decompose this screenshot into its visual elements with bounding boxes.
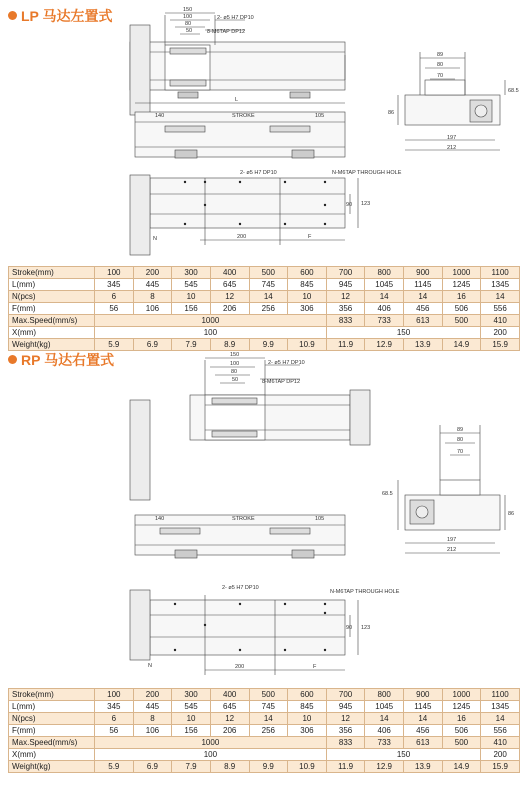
- table-cell: 256: [249, 725, 288, 737]
- lp-dim-150: 150: [183, 7, 193, 13]
- table-cell: 700: [326, 267, 365, 279]
- table-cell: 11.9: [326, 339, 365, 351]
- rp-dim-150: 150: [230, 352, 240, 358]
- table-cell: 733: [365, 737, 404, 749]
- table-cell: 14: [404, 291, 443, 303]
- table-cell: 445: [133, 279, 172, 291]
- table-cell: 14: [249, 291, 288, 303]
- row-label: F(mm): [9, 725, 95, 737]
- table-cell: 833: [326, 315, 365, 327]
- table-cell: 833: [326, 737, 365, 749]
- table-cell: 406: [365, 303, 404, 315]
- table-cell: 100: [95, 327, 327, 339]
- section-title-lp: LP 马达左置式: [8, 6, 113, 26]
- lp-dim-89: 89: [437, 52, 444, 58]
- table-cell: 6.9: [133, 339, 172, 351]
- rp-dim-123: 123: [361, 625, 371, 631]
- table-cell: 200: [133, 267, 172, 279]
- lp-dim-70: 70: [437, 73, 444, 79]
- table-row: [9, 291, 520, 303]
- table-cell: 406: [365, 725, 404, 737]
- table-cell: 456: [404, 725, 443, 737]
- rp-dim-100: 100: [230, 361, 240, 367]
- lp-bottom-body: [150, 178, 345, 228]
- table-cell: 13.9: [404, 339, 443, 351]
- table-row: [9, 737, 520, 749]
- row-label: L(mm): [9, 279, 95, 291]
- lp-dim-212: 212: [447, 145, 457, 151]
- rp-dim-89: 89: [457, 427, 464, 433]
- table-cell: 400: [210, 689, 249, 701]
- table-cell: 14: [249, 713, 288, 725]
- lp-dim-140: 140: [155, 113, 165, 119]
- table-cell: 56: [95, 303, 134, 315]
- table-cell: 445: [133, 701, 172, 713]
- rp-dim-90: 90: [346, 625, 353, 631]
- table-cell: 12: [326, 291, 365, 303]
- table-cell: 6: [95, 291, 134, 303]
- table-cell: 1000: [442, 689, 481, 701]
- rp-drawing: [0, 345, 527, 685]
- table-cell: 700: [326, 689, 365, 701]
- table-cell: 12: [210, 713, 249, 725]
- table-cell: 845: [288, 279, 327, 291]
- table-cell: 1145: [404, 279, 443, 291]
- table-cell: 8.9: [210, 339, 249, 351]
- table-row: [9, 725, 520, 737]
- rp-dim-n: N: [148, 663, 152, 669]
- lp-dim-68: 68.5: [508, 88, 519, 94]
- section-title-rp: RP 马达右置式: [8, 350, 114, 370]
- table-cell: 150: [326, 327, 481, 339]
- lp-dim-stroke: STROKE: [232, 113, 255, 119]
- lp-dim-f: F: [308, 234, 312, 240]
- lp-spec-table-body: [9, 267, 520, 351]
- table-cell: 400: [210, 267, 249, 279]
- row-label: Weight(kg): [9, 339, 95, 351]
- table-cell: 356: [326, 725, 365, 737]
- rp-note-through: N-M6TAP THROUGH HOLE: [330, 589, 400, 595]
- table-cell: 5.9: [95, 761, 134, 773]
- lp-dim-l: L: [235, 97, 239, 103]
- table-cell: 500: [442, 315, 481, 327]
- lp-dim-80: 80: [185, 21, 192, 27]
- lp-note-through: N-M6TAP THROUGH HOLE: [332, 170, 402, 176]
- table-cell: 306: [288, 303, 327, 315]
- table-cell: 456: [404, 303, 443, 315]
- rp-dim-80: 80: [231, 369, 238, 375]
- table-cell: 410: [481, 737, 520, 749]
- table-cell: 12: [326, 713, 365, 725]
- rp-dim-86: 86: [508, 511, 515, 517]
- rp-dim-stroke: STROKE: [232, 516, 255, 522]
- rp-note-tap: 8-M6TAP DP12: [262, 379, 301, 385]
- table-cell: 6: [95, 713, 134, 725]
- lp-top-body: [130, 42, 345, 90]
- table-cell: 100: [95, 689, 134, 701]
- lp-note-pin-2: 2- ø5 H7 DP10: [240, 170, 277, 176]
- row-label: N(pcs): [9, 713, 95, 725]
- table-cell: 1000: [442, 267, 481, 279]
- table-cell: 556: [481, 303, 520, 315]
- rp-dim-197: 197: [447, 537, 457, 543]
- row-label: F(mm): [9, 303, 95, 315]
- lp-dim-105: 105: [315, 113, 325, 119]
- table-cell: 106: [133, 303, 172, 315]
- rp-dim-212: 212: [447, 547, 457, 553]
- table-cell: 1345: [481, 701, 520, 713]
- table-cell: 150: [326, 749, 481, 761]
- table-cell: 945: [326, 279, 365, 291]
- table-cell: 13.9: [404, 761, 443, 773]
- table-cell: 800: [365, 689, 404, 701]
- table-cell: 7.9: [172, 761, 211, 773]
- table-cell: 14: [365, 713, 404, 725]
- table-cell: 100: [95, 267, 134, 279]
- rp-dim-80b: 80: [457, 437, 464, 443]
- table-cell: 1100: [481, 689, 520, 701]
- table-cell: 500: [442, 737, 481, 749]
- table-cell: 745: [249, 701, 288, 713]
- table-cell: 8: [133, 713, 172, 725]
- lp-dim-50: 50: [186, 28, 193, 34]
- table-cell: 9.9: [249, 761, 288, 773]
- table-cell: 156: [172, 303, 211, 315]
- table-cell: 410: [481, 315, 520, 327]
- table-cell: 645: [210, 279, 249, 291]
- table-cell: 206: [210, 725, 249, 737]
- rp-spec-table-body: [9, 689, 520, 773]
- lp-note-tap: 8-M6TAP DP12: [207, 29, 246, 35]
- table-cell: 10: [288, 291, 327, 303]
- row-label: X(mm): [9, 749, 95, 761]
- lp-drawing: [0, 0, 527, 262]
- row-label: Weight(kg): [9, 761, 95, 773]
- table-cell: 1145: [404, 701, 443, 713]
- rp-dim-f: F: [313, 664, 317, 670]
- table-cell: 11.9: [326, 761, 365, 773]
- table-cell: 206: [210, 303, 249, 315]
- table-cell: 200: [481, 327, 520, 339]
- row-label: Max.Speed(mm/s): [9, 315, 95, 327]
- table-cell: 1045: [365, 279, 404, 291]
- table-cell: 613: [404, 315, 443, 327]
- table-cell: 10: [172, 713, 211, 725]
- table-row: [9, 761, 520, 773]
- table-cell: 200: [481, 749, 520, 761]
- lp-dim-80b: 80: [437, 62, 444, 68]
- rp-dim-68: 68.5: [382, 491, 393, 497]
- table-cell: 1000: [95, 737, 327, 749]
- table-row: [9, 713, 520, 725]
- rp-spec-table: [8, 688, 520, 773]
- table-cell: 745: [249, 279, 288, 291]
- table-cell: 10: [288, 713, 327, 725]
- table-cell: 7.9: [172, 339, 211, 351]
- table-cell: 356: [326, 303, 365, 315]
- lp-dim-86: 86: [388, 110, 395, 116]
- table-cell: 345: [95, 701, 134, 713]
- rp-bottom-body: [150, 600, 345, 655]
- table-cell: 506: [442, 303, 481, 315]
- table-cell: 10.9: [288, 339, 327, 351]
- table-cell: 300: [172, 267, 211, 279]
- rp-dim-105: 105: [315, 516, 325, 522]
- lp-dim-123: 123: [361, 201, 371, 207]
- table-cell: 14: [481, 713, 520, 725]
- lp-motor: [130, 25, 150, 115]
- table-cell: 306: [288, 725, 327, 737]
- lp-dim-200: 200: [237, 234, 247, 240]
- lp-dim-100: 100: [183, 14, 193, 20]
- lp-dim-n: N: [153, 236, 157, 242]
- rp-dim-70: 70: [457, 449, 464, 455]
- table-row: [9, 279, 520, 291]
- row-label: Stroke(mm): [9, 267, 95, 279]
- table-cell: 1000: [95, 315, 327, 327]
- table-cell: 600: [288, 689, 327, 701]
- rp-dim-50: 50: [232, 377, 239, 383]
- table-cell: 1045: [365, 701, 404, 713]
- table-cell: 506: [442, 725, 481, 737]
- table-row: [9, 267, 520, 279]
- lp-dim-90: 90: [346, 202, 353, 208]
- table-cell: 1245: [442, 701, 481, 713]
- table-cell: 545: [172, 279, 211, 291]
- table-cell: 900: [404, 689, 443, 701]
- table-row: [9, 327, 520, 339]
- table-cell: 800: [365, 267, 404, 279]
- table-cell: 200: [133, 689, 172, 701]
- table-cell: 16: [442, 291, 481, 303]
- table-cell: 100: [95, 749, 327, 761]
- table-cell: 645: [210, 701, 249, 713]
- table-cell: 556: [481, 725, 520, 737]
- rp-note-pin: 2- ø5 H7 DP10: [268, 360, 305, 366]
- table-cell: 545: [172, 701, 211, 713]
- table-cell: 15.9: [481, 339, 520, 351]
- lp-note-pin: 2- ø5 H7 DP10: [217, 15, 254, 21]
- table-cell: 12.9: [365, 339, 404, 351]
- table-cell: 156: [172, 725, 211, 737]
- table-cell: 15.9: [481, 761, 520, 773]
- table-cell: 900: [404, 267, 443, 279]
- table-cell: 10.9: [288, 761, 327, 773]
- table-cell: 1245: [442, 279, 481, 291]
- table-cell: 5.9: [95, 339, 134, 351]
- row-label: Stroke(mm): [9, 689, 95, 701]
- table-cell: 9.9: [249, 339, 288, 351]
- table-cell: 945: [326, 701, 365, 713]
- table-cell: 56: [95, 725, 134, 737]
- rp-note-pin-2: 2- ø5 H7 DP10: [222, 585, 259, 591]
- lp-spec-table: [8, 266, 520, 351]
- row-label: L(mm): [9, 701, 95, 713]
- table-cell: 1345: [481, 279, 520, 291]
- table-cell: 16: [442, 713, 481, 725]
- table-cell: 14: [481, 291, 520, 303]
- table-row: [9, 303, 520, 315]
- table-cell: 8.9: [210, 761, 249, 773]
- table-cell: 10: [172, 291, 211, 303]
- table-cell: 733: [365, 315, 404, 327]
- table-cell: 14.9: [442, 761, 481, 773]
- table-cell: 500: [249, 689, 288, 701]
- row-label: X(mm): [9, 327, 95, 339]
- rp-dim-200: 200: [235, 664, 245, 670]
- table-cell: 6.9: [133, 761, 172, 773]
- table-cell: 256: [249, 303, 288, 315]
- table-cell: 12.9: [365, 761, 404, 773]
- table-cell: 345: [95, 279, 134, 291]
- table-cell: 845: [288, 701, 327, 713]
- table-row: [9, 689, 520, 701]
- table-cell: 14: [365, 291, 404, 303]
- table-row: [9, 315, 520, 327]
- table-cell: 600: [288, 267, 327, 279]
- table-cell: 500: [249, 267, 288, 279]
- table-cell: 12: [210, 291, 249, 303]
- row-label: Max.Speed(mm/s): [9, 737, 95, 749]
- table-cell: 8: [133, 291, 172, 303]
- rp-dim-140: 140: [155, 516, 165, 522]
- table-row: [9, 701, 520, 713]
- table-cell: 14.9: [442, 339, 481, 351]
- table-cell: 106: [133, 725, 172, 737]
- lp-dim-197: 197: [447, 135, 457, 141]
- table-cell: 613: [404, 737, 443, 749]
- table-cell: 300: [172, 689, 211, 701]
- row-label: N(pcs): [9, 291, 95, 303]
- table-cell: 14: [404, 713, 443, 725]
- table-cell: 1100: [481, 267, 520, 279]
- table-row: [9, 749, 520, 761]
